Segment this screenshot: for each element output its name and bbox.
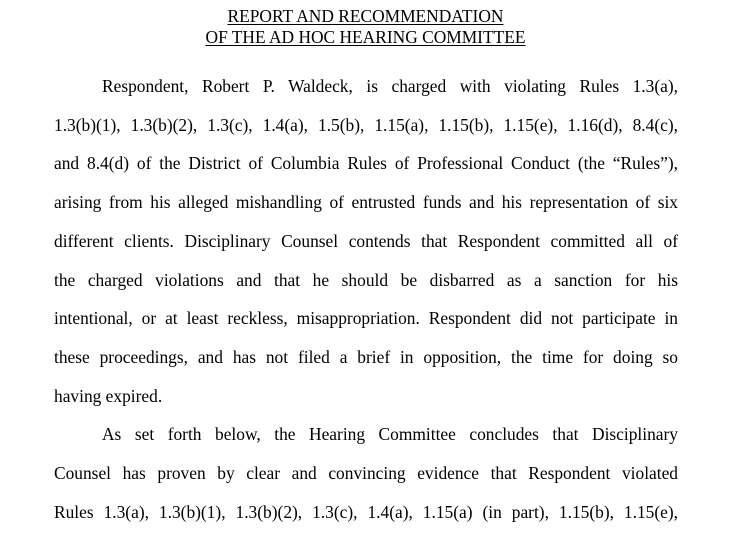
paragraph-respondent-charges bbox=[54, 67, 678, 415]
text-line: having expired. bbox=[54, 385, 163, 406]
text-line: As set forth below, the Hearing Committee concludes that Disciplinary bbox=[102, 424, 678, 445]
text-line: Counsel has proven by clear and convincing evidence that Respondent violated bbox=[54, 463, 678, 484]
text-line: Rules 1.3(a), 1.3(b)(1), 1.3(b)(2), 1.3(c), 1.4(a), 1.15(a) (in part), 1.15(b), 1.15(e), bbox=[54, 501, 678, 522]
text-line: these proceedings, and has not filed a brief in opposition, the time for doing so bbox=[54, 346, 678, 367]
report-title-line-1: REPORT AND RECOMMENDATION bbox=[227, 6, 504, 26]
text-line: 1.3(b)(1), 1.3(b)(2), 1.3(c), 1.4(a), 1.5(b), 1.15(a), 1.15(b), 1.15(e), 1.16(d), 8.4(c), bbox=[54, 114, 678, 135]
text-line: arising from his alleged mishandling of entrusted funds and his representation of six bbox=[54, 192, 678, 213]
report-title-line-2: OF THE AD HOC HEARING COMMITTEE bbox=[205, 27, 526, 47]
paragraph-committee-conclusion bbox=[54, 415, 678, 531]
text-line: different clients. Disciplinary Counsel contends that Respondent committed all of bbox=[54, 230, 678, 251]
text-line: Respondent, Robert P. Waldeck, is charged with violating Rules 1.3(a), bbox=[102, 76, 678, 96]
text-line: the charged violations and that he should be disbarred as a sanction for his bbox=[54, 269, 678, 290]
text-line: and 8.4(d) of the District of Columbia Rules of Professional Conduct (the “Rules”), bbox=[54, 153, 678, 174]
text-line: intentional, or at least reckless, misappropriation. Respondent did not participate in bbox=[54, 308, 678, 329]
report-body bbox=[54, 67, 678, 531]
